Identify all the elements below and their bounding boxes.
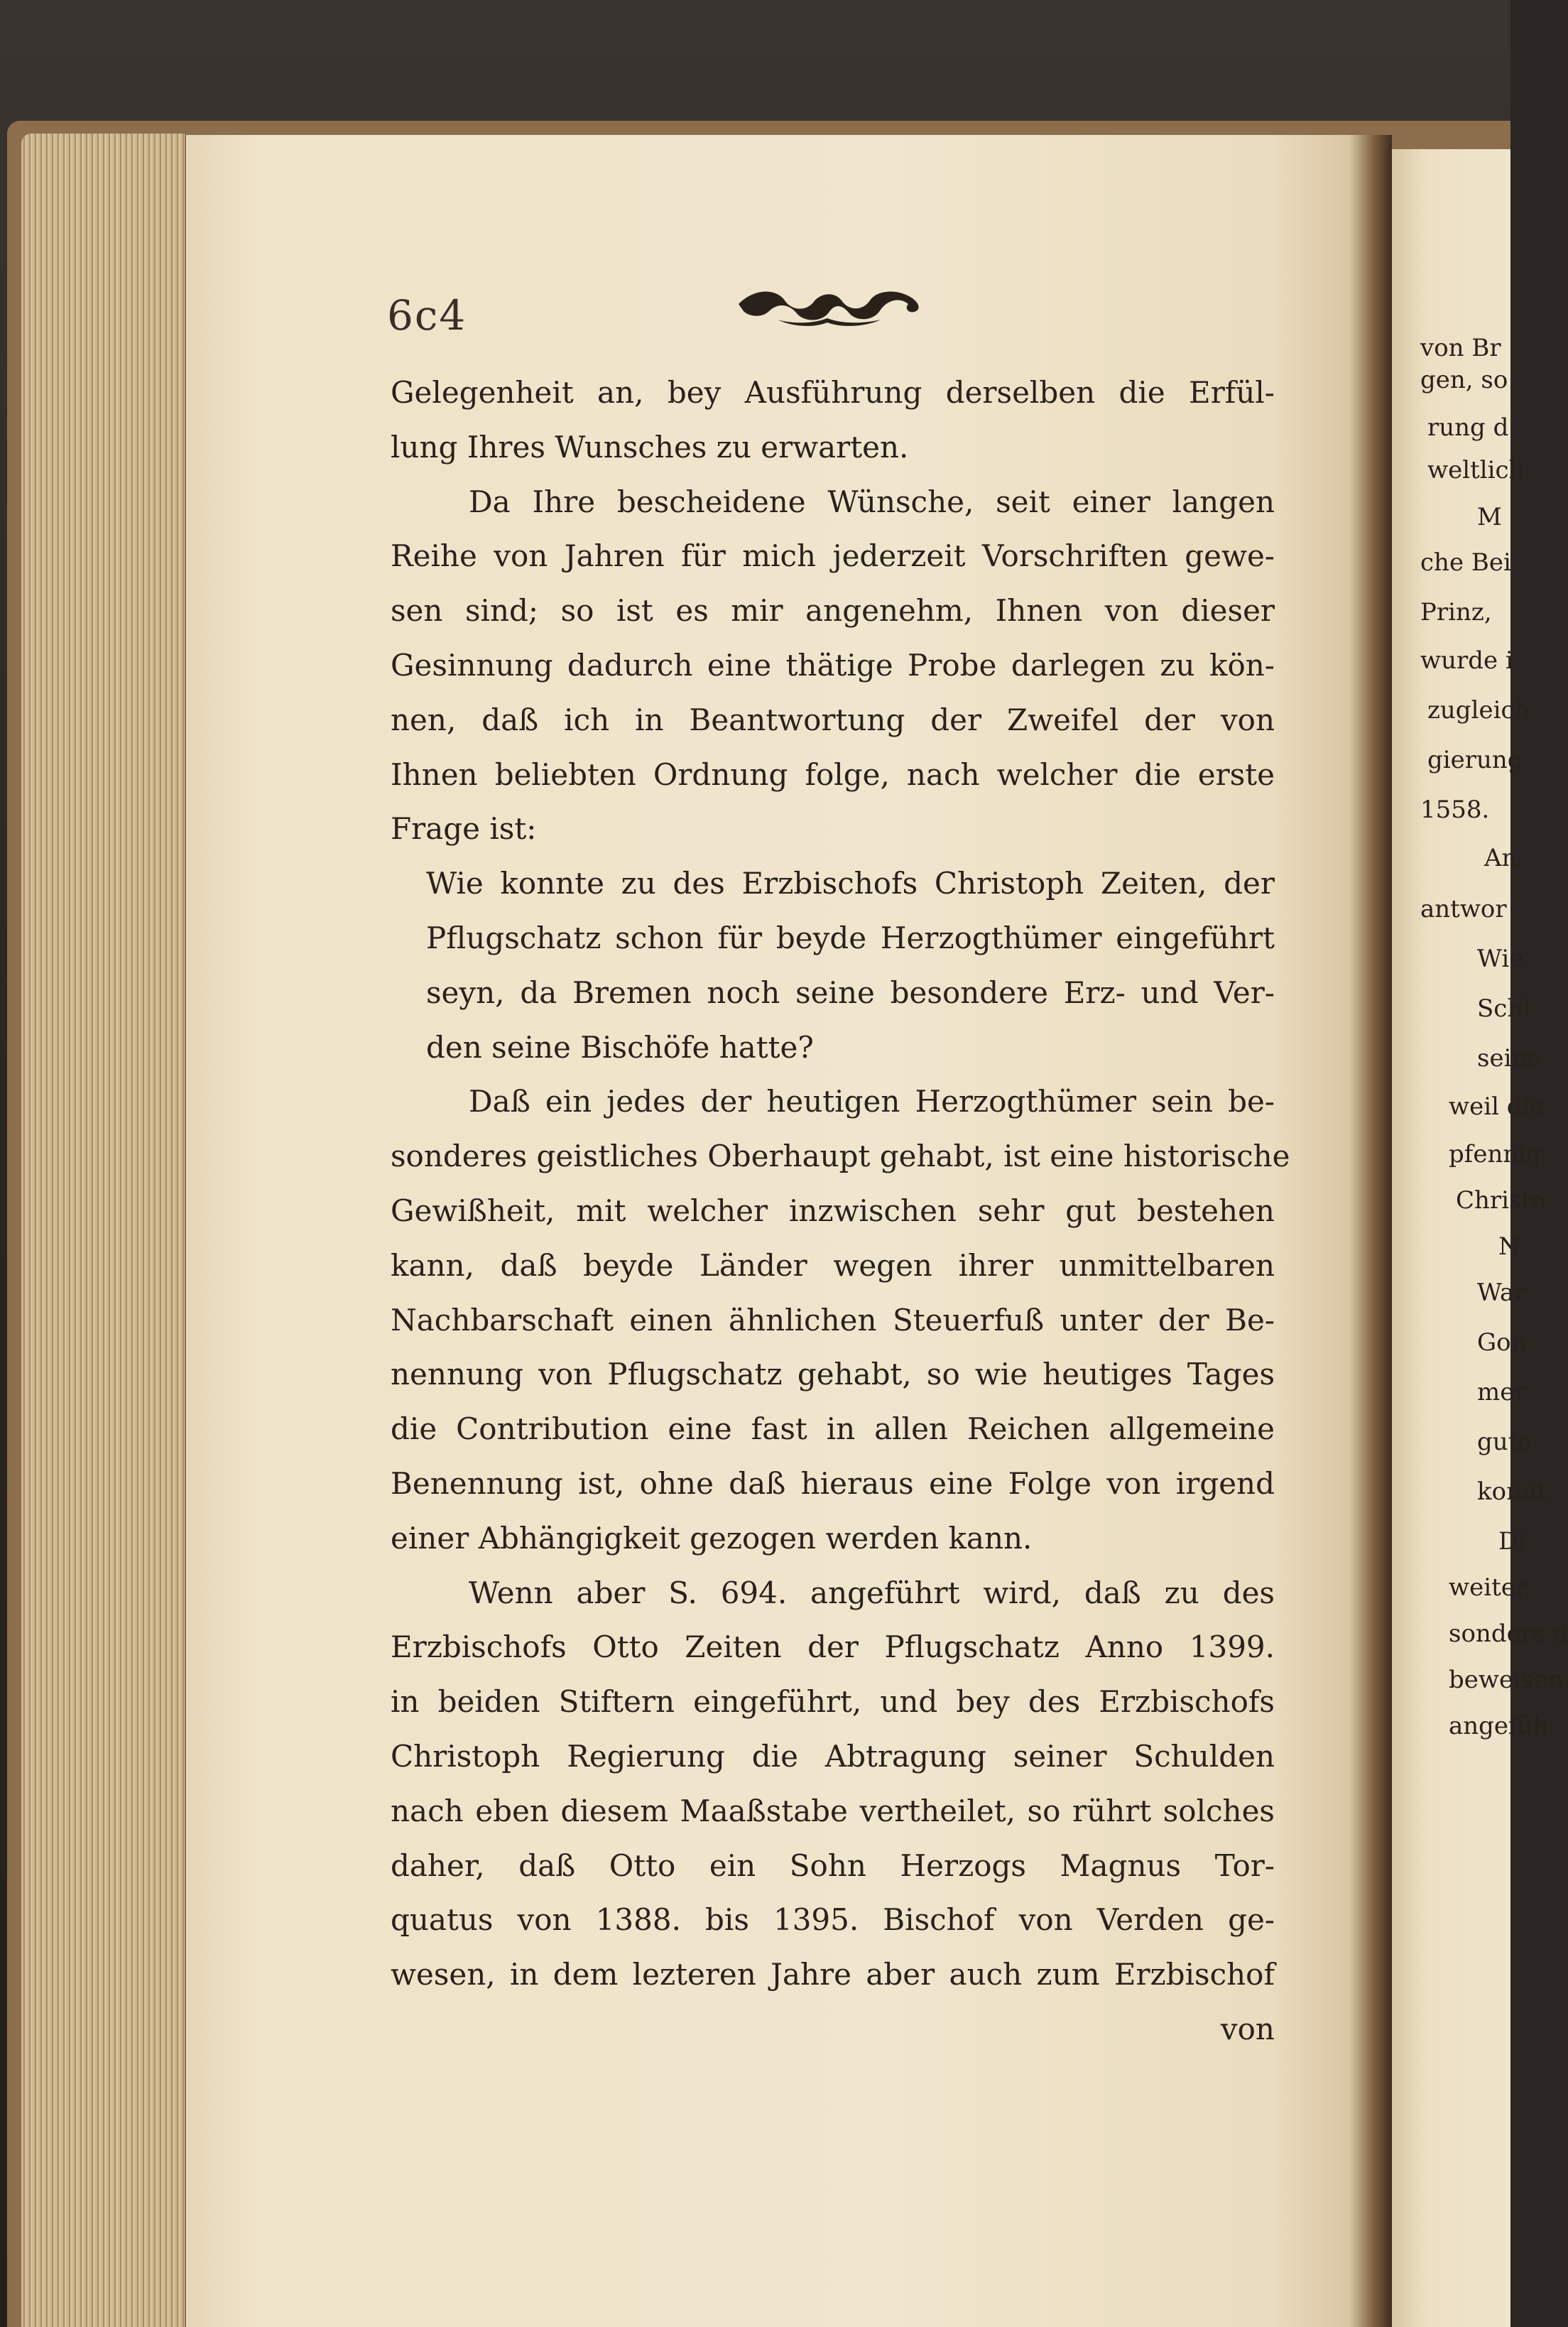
text-line: die Contribution eine fast in allen Reichen allgemeine [391,1411,1275,1447]
text-line: Wenn aber S. 694. angeführt wird, daß zu des [469,1575,1275,1610]
right-page-fragment: rung d [1427,413,1509,442]
right-page-fragment: N [1498,1232,1520,1261]
right-page-fragment: beweisen [1449,1666,1564,1694]
text-line: Nachbarschaft einen ähnlichen Steuerfuß unter der Be- [391,1302,1275,1338]
text-line: nen, daß ich in Beantwortung der Zweifel der von [391,702,1275,737]
right-page-fragment: gen, so [1420,366,1508,394]
page-number: 6c4 [387,291,467,340]
right-page-fragment: weil die [1449,1092,1545,1121]
text-line: Gesinnung dadurch eine thätige Probe darlegen zu kön- [391,647,1275,683]
right-page-fragment: M [1477,503,1502,531]
text-line: in beiden Stiftern eingeführt, und bey des Erzbischofs [391,1684,1275,1720]
text-line: Gewißheit, mit welcher inzwischen sehr gut bestehen [391,1193,1275,1228]
text-line: einer Abhängigkeit gezogen werden kann. [391,1520,1033,1556]
text-line: nennung von Pflugschatz gehabt, so wie heutiges Tages [391,1357,1275,1392]
text-line: quatus von 1388. bis 1395. Bischof von Verden ge- [391,1902,1275,1938]
catchword: von [1220,2011,1275,2046]
right-page-fragment: Christo [1456,1186,1546,1215]
right-page-fragment: antwor [1420,895,1507,923]
right-page-text [1420,334,1568,1769]
right-page-fragment: gierung [1427,746,1523,774]
text-line: Gelegenheit an, bey Ausführung derselben die Erfül- [391,375,1275,410]
right-page-fragment: pfennig [1449,1140,1542,1168]
right-page-fragment: angefüh [1449,1712,1549,1740]
text-line: lung Ihres Wunsches zu erwarten. [391,429,909,465]
right-page-fragment: weiter, [1449,1573,1532,1602]
text-line: Benennung ist, ohne daß hieraus eine Folge von irgend [391,1465,1275,1501]
text-line: Ihnen beliebten Ordnung folge, nach welcher die erste [391,756,1275,792]
text-line: den seine Bischöfe hatte? [426,1029,814,1065]
right-page-fragment: sonders d [1449,1620,1568,1648]
right-page-fragment: An [1484,844,1518,872]
page-edges [21,134,185,2327]
right-page-fragment: wurde i [1420,646,1513,675]
text-line: daher, daß Otto ein Sohn Herzogs Magnus Tor- [391,1848,1275,1883]
right-page-fragment: Schl [1477,994,1531,1023]
text-line: Frage ist: [391,811,537,847]
right-page-fragment: War [1477,1279,1526,1307]
text-line: Christoph Regierung die Abtragung seiner Schulden [391,1738,1275,1774]
text-line: Wie konnte zu des Erzbischofs Christoph Zeiten, der [426,866,1275,901]
text-line: sonderes geistliches Oberhaupt gehabt, ist eine historische [391,1139,1290,1174]
text-line: Pflugschatz schon für beyde Herzogthümer eingeführt [426,920,1275,955]
right-page-fragment: seine [1477,1044,1542,1073]
right-page-fragment: von Br [1420,334,1501,362]
text-line: Erzbischofs Otto Zeiten der Pflugschatz Anno 1399. [391,1629,1275,1665]
right-page-fragment: Di [1498,1527,1526,1556]
right-page-fragment: 1558. [1420,796,1490,824]
right-page-fragment: che Bei [1420,548,1511,577]
text-line: kann, daß beyde Länder wegen ihrer unmittelbaren [391,1247,1275,1283]
right-page-fragment: Gon [1477,1328,1527,1357]
right-page-fragment: mer [1477,1378,1526,1406]
text-line: Daß ein jedes der heutigen Herzogthümer sein be- [469,1084,1275,1119]
text-line: nach eben diesem Maaßstabe vertheilet, so rührt solches [391,1793,1275,1828]
right-page-fragment: Wie [1477,945,1524,973]
text-line: sen sind; so ist es mir angenehm, Ihnen von dieser [391,593,1275,629]
right-page-fragment: weltlich [1427,456,1525,484]
right-page-fragment: zugleich [1427,696,1530,725]
text-line: Reihe von Jahren für mich jederzeit Vorschriften gewe- [391,538,1275,574]
right-page-fragment: konnt [1477,1477,1547,1506]
right-page-fragment: gute [1477,1428,1532,1456]
text-line: seyn, da Bremen noch seine besondere Erz- und Ver- [426,975,1275,1010]
body-text [391,366,1290,2057]
book-gutter [1349,135,1392,2327]
text-line: Da Ihre bescheidene Wünsche, seit einer langen [469,484,1275,519]
right-page-fragment: Prinz, [1420,598,1492,626]
ornament-icon [735,283,927,332]
text-line: wesen, in dem lezteren Jahre aber auch zum Erzbischof [391,1957,1275,1992]
